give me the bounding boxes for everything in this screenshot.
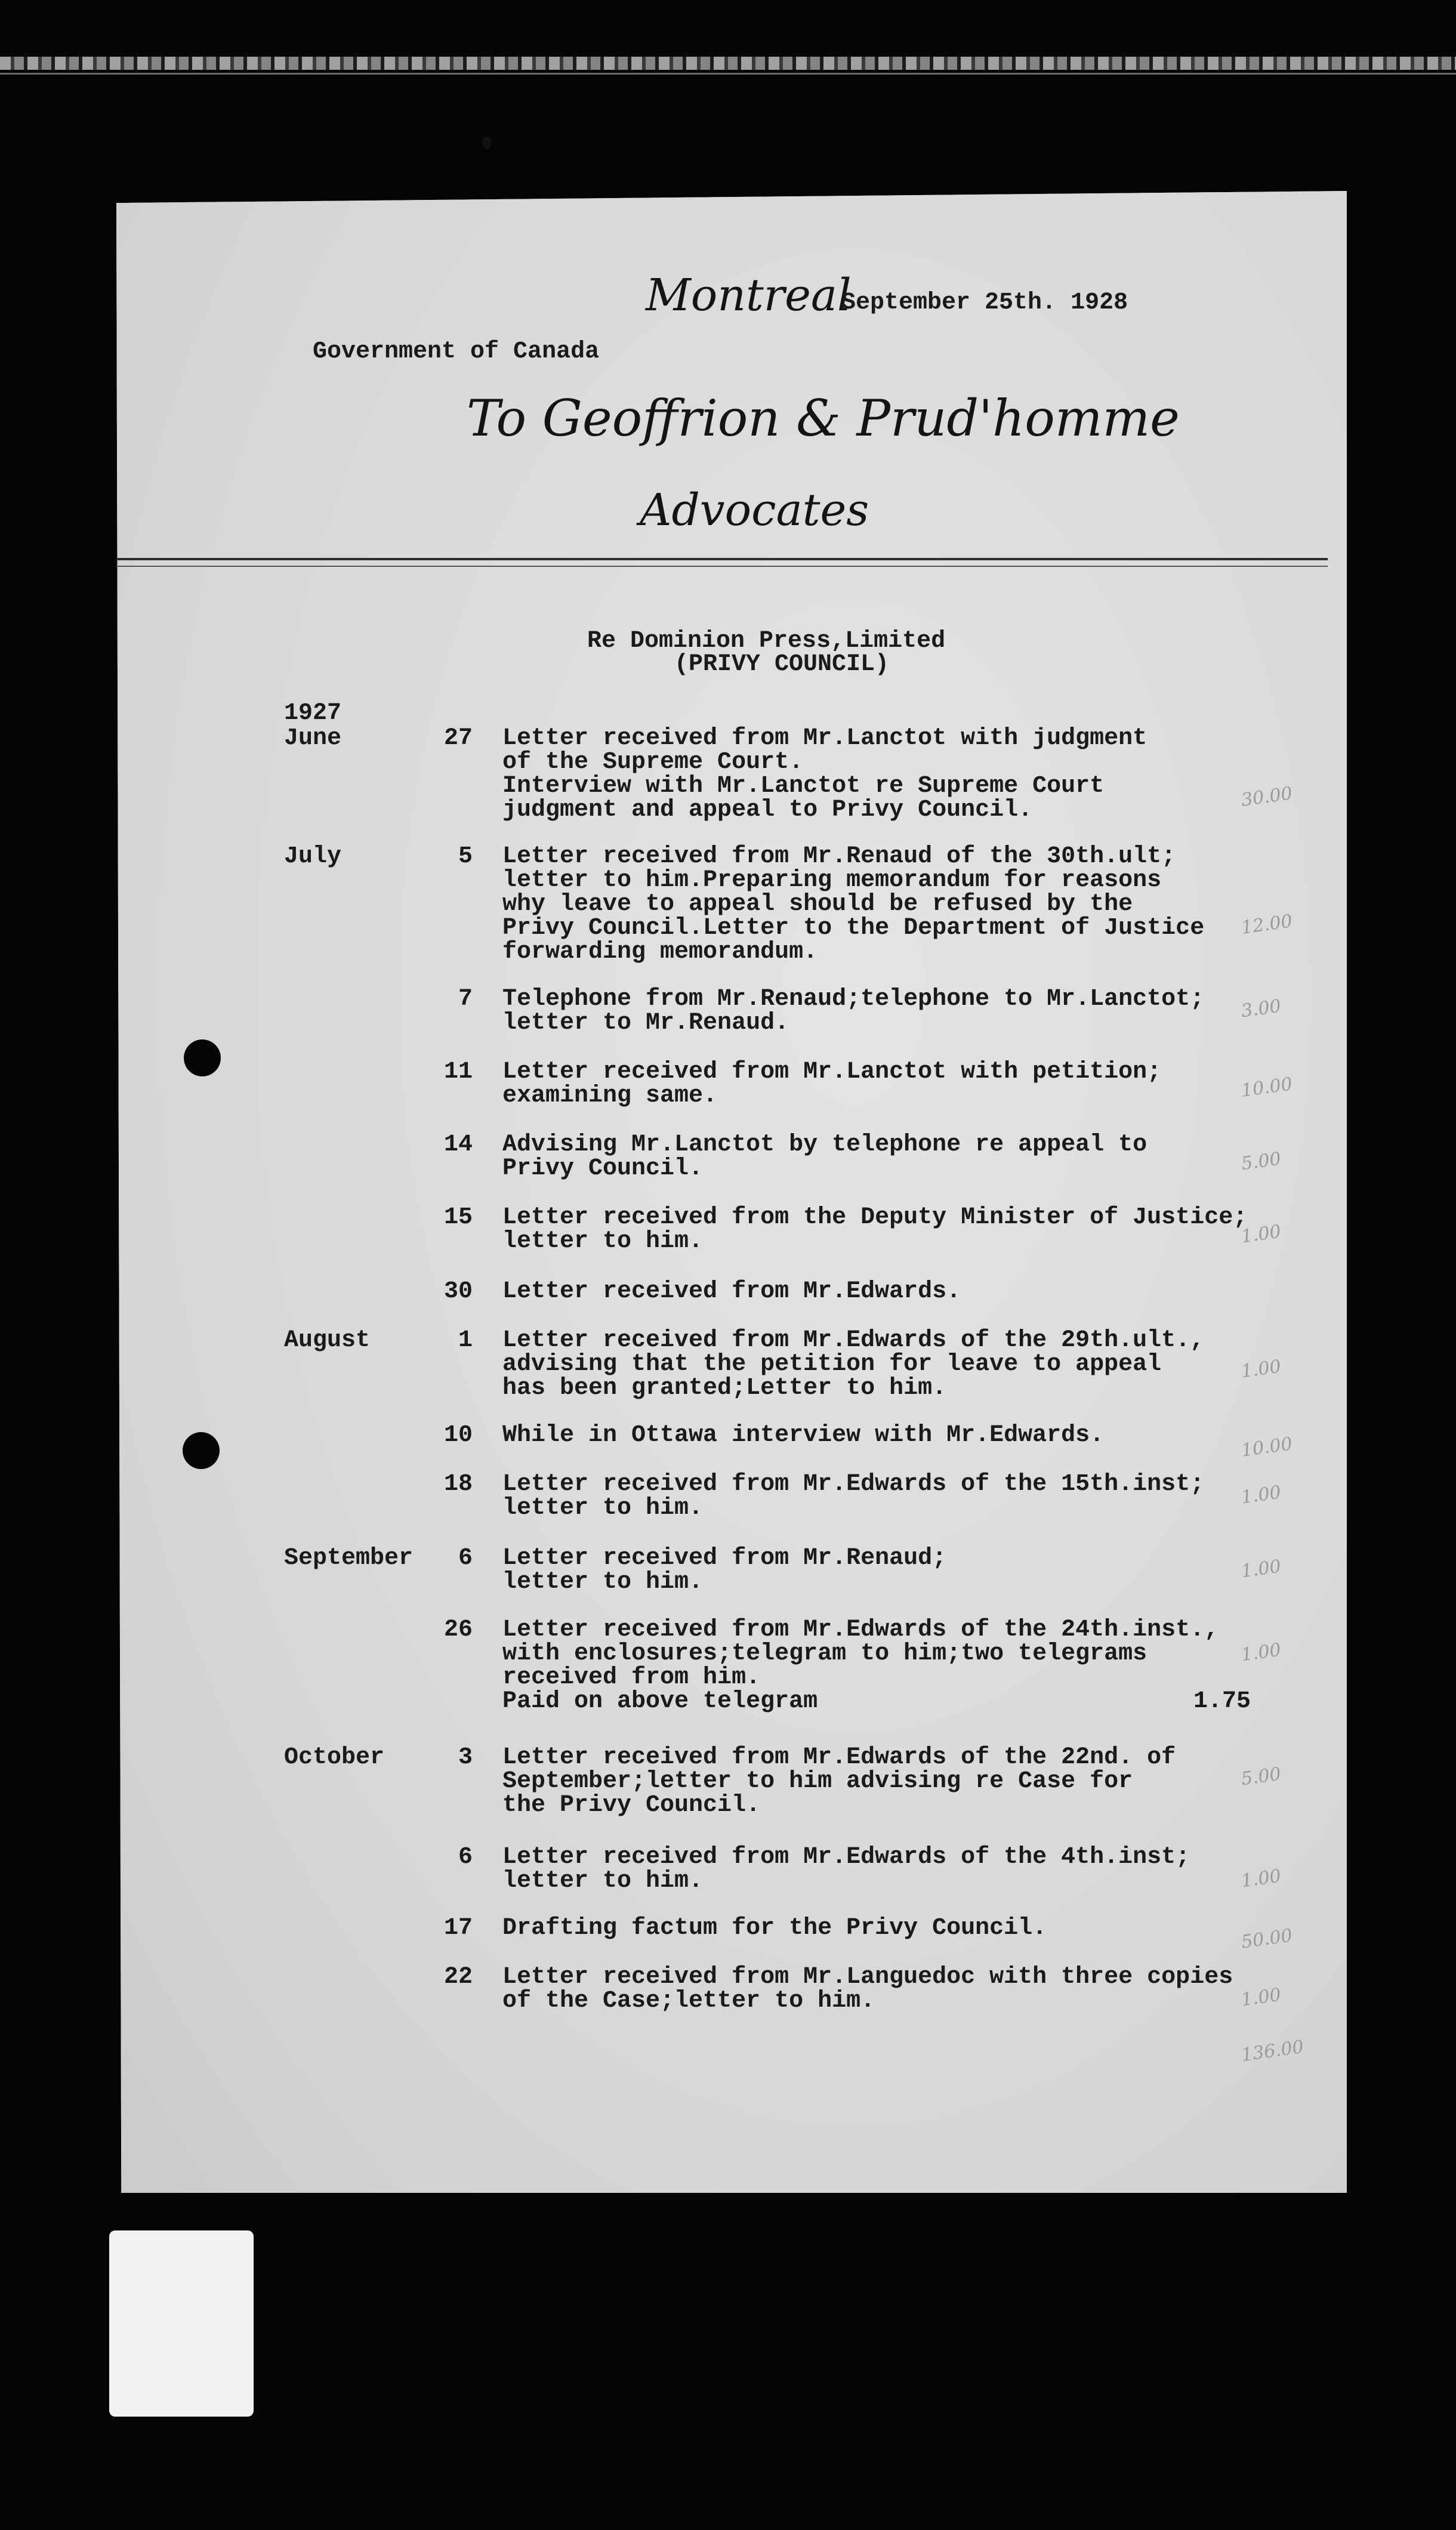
entry-description-line: why leave to appeal should be refused by the: [502, 891, 1133, 918]
entry-description-line: with enclosures;telegram to him;two telegrams: [502, 1640, 1147, 1667]
entry-day: 22: [443, 1964, 473, 1991]
pencil-annotation: 10.00: [1239, 1433, 1294, 1461]
entry-description-line: advising that the petition for leave to appeal: [502, 1351, 1162, 1378]
entry-description-line: has been granted;Letter to him.: [502, 1375, 947, 1402]
pencil-annotation: 5.00: [1239, 1148, 1282, 1175]
entry-month: August: [284, 1327, 371, 1354]
entry-description-line: letter to him.Preparing memorandum for reasons: [502, 867, 1162, 894]
letterhead-recipient: Government of Canada: [313, 338, 600, 365]
entry-description-line: Letter received from Mr.Renaud of the 30th.ult;: [502, 843, 1176, 870]
entry-day: 6: [458, 1844, 473, 1871]
entry-description-line: of the Case;letter to him.: [502, 1988, 875, 2014]
letterhead-profession: Advocates: [640, 485, 869, 536]
entry-description-line: Paid on above telegram: [502, 1688, 818, 1715]
punch-hole-top: [184, 1039, 221, 1076]
target-card: [109, 2230, 254, 2417]
entry-day: 17: [443, 1915, 473, 1942]
entry-day: 6: [458, 1545, 473, 1572]
pencil-annotation: 3.00: [1239, 995, 1282, 1022]
entry-description-line: Letter received from Mr.Lanctot with judgment: [502, 725, 1147, 752]
entry-description-line: letter to Mr.Renaud.: [502, 1010, 789, 1036]
subject-line: Re Dominion Press,Limited: [587, 628, 946, 655]
film-speck: [482, 136, 492, 149]
pencil-annotation: 5.00: [1239, 1763, 1282, 1790]
pencil-annotation: 1.00: [1239, 1556, 1282, 1582]
film-edge-strip: [0, 57, 1456, 70]
entry-description-line: forwarding memorandum.: [502, 939, 818, 965]
pencil-annotation: 1.00: [1239, 1865, 1282, 1892]
pencil-annotation: 1.00: [1239, 1639, 1282, 1666]
entry-description-line: Letter received from Mr.Edwards of the 22nd. of: [502, 1744, 1176, 1771]
entry-description-line: Privy Council.: [502, 1155, 704, 1182]
ledger-year: 1927: [284, 700, 342, 727]
entry-description-line: Letter received from the Deputy Minister of Justice;: [502, 1204, 1248, 1231]
entry-day: 14: [443, 1131, 473, 1158]
entry-day: 15: [443, 1204, 473, 1231]
entry-month: June: [284, 725, 342, 752]
entry-description-line: Letter received from Mr.Languedoc with three copies: [502, 1964, 1233, 1991]
entry-description-line: judgment and appeal to Privy Council.: [502, 797, 1033, 823]
entry-month: July: [284, 843, 342, 870]
entry-description-line: While in Ottawa interview with Mr.Edwards.: [502, 1422, 1105, 1449]
entry-description-line: letter to him.: [502, 1569, 704, 1596]
entry-description-line: letter to him.: [502, 1868, 704, 1895]
entry-description-line: of the Supreme Court.: [502, 749, 804, 776]
entry-description-line: Letter received from Mr.Lanctot with petition;: [502, 1059, 1162, 1085]
pencil-annotation: 1.00: [1239, 1984, 1282, 2011]
entry-amount: 1.75: [1193, 1688, 1251, 1715]
entry-description-line: letter to him.: [502, 1495, 704, 1522]
entry-description-line: Interview with Mr.Lanctot re Supreme Court: [502, 773, 1105, 800]
letterhead-rule-thin: [116, 566, 1328, 567]
letterhead-rule-thick: [116, 558, 1328, 560]
pencil-annotation: 10.00: [1239, 1073, 1294, 1102]
pencil-annotation: 12.00: [1239, 911, 1294, 939]
entry-day: 18: [443, 1471, 473, 1498]
entry-day: 30: [443, 1278, 473, 1305]
subject-court: (PRIVY COUNCIL): [674, 651, 890, 678]
entry-description-line: letter to him.: [502, 1228, 704, 1255]
pencil-annotation: 30.00: [1239, 783, 1294, 811]
entry-description-line: Letter received from Mr.Edwards of the 24th.inst.,: [502, 1616, 1219, 1643]
entry-month: October: [284, 1744, 385, 1771]
entry-description-line: the Privy Council.: [502, 1792, 761, 1819]
entry-day: 1: [458, 1327, 473, 1354]
punch-hole-bottom: [183, 1432, 220, 1469]
letterhead-firm: To Geoffrion & Prud'homme: [467, 389, 1180, 448]
entry-description-line: received from him.: [502, 1664, 761, 1691]
entry-description-line: examining same.: [502, 1082, 718, 1109]
entry-day: 7: [458, 986, 473, 1013]
entry-day: 27: [443, 725, 473, 752]
entry-description-line: Telephone from Mr.Renaud;telephone to Mr.Lanctot;: [502, 986, 1205, 1013]
entry-description-line: Advising Mr.Lanctot by telephone re appeal to: [502, 1131, 1147, 1158]
entry-description-line: September;letter to him advising re Case for: [502, 1768, 1133, 1795]
pencil-total: 136.00: [1240, 2036, 1305, 2066]
pencil-annotation: 1.00: [1239, 1356, 1282, 1383]
entry-day: 11: [443, 1059, 473, 1085]
pencil-annotation: 1.00: [1239, 1482, 1282, 1508]
entry-day: 3: [458, 1744, 473, 1771]
entry-day: 26: [443, 1616, 473, 1643]
entry-description-line: Letter received from Mr.Edwards of the 15th.inst;: [502, 1471, 1205, 1498]
letterhead-place: Montreal: [646, 270, 852, 321]
entry-description-line: Privy Council.Letter to the Department of Justice: [502, 915, 1205, 942]
letterhead-date: September 25th. 1928: [841, 289, 1128, 316]
pencil-annotation: 50.00: [1239, 1925, 1294, 1953]
entry-description-line: Letter received from Mr.Edwards.: [502, 1278, 961, 1305]
entry-day: 10: [443, 1422, 473, 1449]
entry-description-line: Drafting factum for the Privy Council.: [502, 1915, 1047, 1942]
entry-month: September: [284, 1545, 414, 1572]
entry-description-line: Letter received from Mr.Edwards of the 4th.inst;: [502, 1844, 1190, 1871]
entry-description-line: Letter received from Mr.Edwards of the 29th.ult.,: [502, 1327, 1205, 1354]
pencil-annotation: 1.00: [1239, 1221, 1282, 1248]
entry-description-line: Letter received from Mr.Renaud;: [502, 1545, 947, 1572]
entry-day: 5: [458, 843, 473, 870]
film-edge-line: [0, 73, 1456, 75]
